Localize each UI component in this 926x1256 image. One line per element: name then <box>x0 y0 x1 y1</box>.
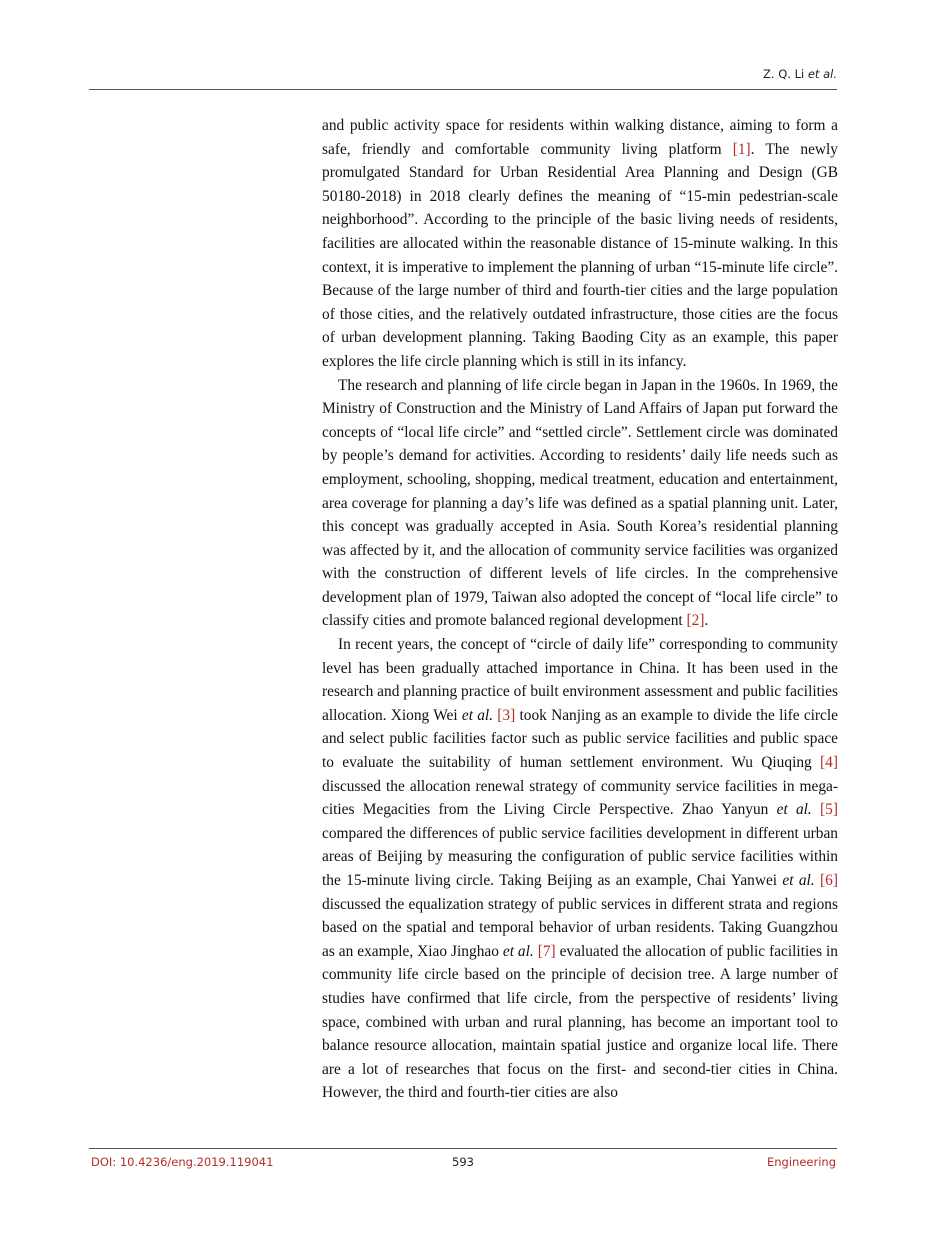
citation-link-5[interactable]: [5] <box>820 801 838 819</box>
paragraph-text: discussed the equalization strategy of public services in different strata and regions based on the spatial and temporal behavior of urban residents. Taking Guangzhou as an example, Xiao Jinghao <box>322 895 838 960</box>
citation-link-1[interactable]: [1] <box>732 140 751 158</box>
et-al-text: et al. <box>782 872 815 889</box>
et-al-text: et al. <box>502 942 534 960</box>
paragraph-text: compared the differences of public service facilities development in different urban areas of Beijing by measuring the configuration of public service facilities within the 15-minute living circle. Taking Beijing as an example, Chai Yanwei <box>322 824 838 889</box>
header-author-name: Z. Q. Li <box>763 67 805 81</box>
citation-link-6[interactable]: [6] <box>820 872 838 889</box>
paragraph-2 <box>322 374 838 634</box>
paragraph-text: The research and planning of life circle began in Japan in the 1960s. In 1969, the Ministry of Construction and the Ministry of Land Affairs of Japan put forward the concepts of “local life circle” and “settled circle”. Settlement circle was dominated by people’s demand for activities. According to residents’ daily life needs such as employment, schooling, shopping, medical treatment, education and entertainment, area coverage for planning a day’s life was defined as a spatial planning unit. Later, this concept was gradually accepted in Asia. South Korea’s residential planning was affected by it, and the allocation of community service facilities was organized with the construction of different levels of life circles. In the comprehensive development plan of 1979, Taiwan also adopted the concept of “local life circle” to classify cities and promote balanced regional development <box>322 376 838 630</box>
et-al-text: et al. <box>461 706 494 724</box>
citation-link-3[interactable]: [3] <box>497 706 516 724</box>
header-etal: et al. <box>807 67 837 81</box>
running-header <box>763 67 837 81</box>
footer-rule <box>89 1148 837 1149</box>
paragraph-1 <box>322 114 838 374</box>
footer-page-number: 593 <box>452 1155 474 1169</box>
paragraph-3 <box>322 633 838 1105</box>
paragraph-text: . The newly promulgated Standard for Urban Residential Area Planning and Design (GB 50180-2018) in 2018 clearly defines the meaning of “15-min pedestrian-scale neighborhood”. According to the principle of the basic living needs of residents, facilities are allocated within the reasonable distance of 15-minute walking. In this context, it is imperative to implement the planning of urban “15-minute life circle”. Because of the large number of third and fourth-tier cities and the large population of those cities, and the relatively outdated infrastructure, those cities are the focus of urban development planning. Taking Baoding City as an example, this paper explores the life circle planning which is still in its infancy. <box>322 140 839 370</box>
paragraph-text: evaluated the allocation of public facilities in community life circle based on the principle of decision tree. A large number of studies have confirmed that life circle, from the perspective of residents’ living space, combined with urban and rural planning, has become an important tool to balance resource allocation, maintain spatial justice and organize local life. There are a lot of researches that focus on the first- and second-tier cities in China. However, the third and fourth-tier cities are also <box>322 942 838 1102</box>
citation-link-7[interactable]: [7] <box>537 942 556 960</box>
paragraph-text: took Nanjing as an example to divide the life circle and select public facilities factor such as public service facilities and public space to evaluate the suitability of human settlement environment. Wu Qiuqing <box>322 706 838 772</box>
citation-link-2[interactable]: [2] <box>686 612 705 630</box>
paragraph-text: In recent years, the concept of “circle of daily life” corresponding to community level has been gradually attached importance in China. It has been used in the research and planning practice of built environment assessment and public facilities allocation. Xiong Wei <box>322 636 838 724</box>
article-body <box>322 114 838 1105</box>
paragraph-text: discussed the allocation renewal strategy of community service facilities in mega-cities Megacities from the Living Circle Perspective. Zhao Yanyun <box>322 777 838 819</box>
header-rule <box>89 89 837 90</box>
paragraph-text: . <box>704 612 709 630</box>
citation-link-4[interactable]: [4] <box>820 754 838 772</box>
footer-doi-link[interactable]: DOI: 10.4236/eng.2019.119041 <box>91 1155 274 1169</box>
paragraph-text: and public activity space for residents within walking distance, aiming to form a safe, friendly and comfortable community living platform <box>322 117 838 158</box>
footer-journal-link[interactable]: Engineering <box>767 1155 836 1169</box>
et-al-text: et al. <box>776 801 812 819</box>
